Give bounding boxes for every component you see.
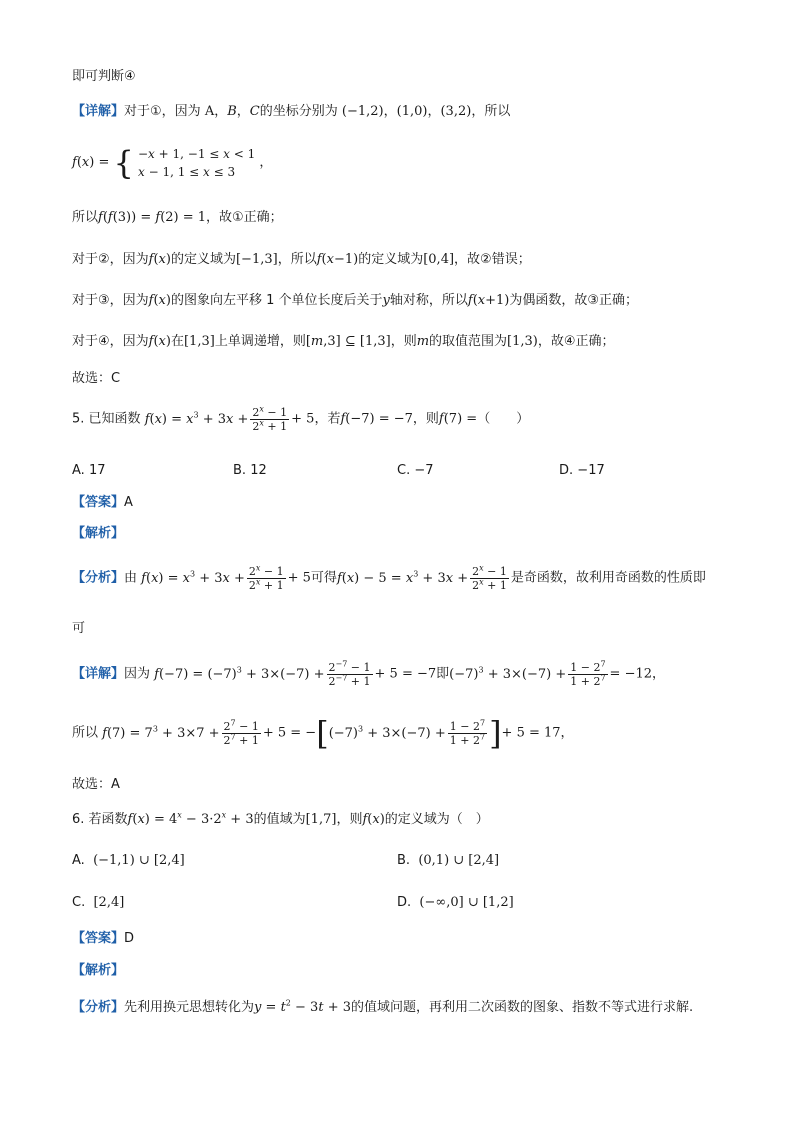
piecewise-formula: f(x) = { −x + 1, −1 ≤ x < 1 x − 1, 1 ≤ x ≤ 3 ， [72, 144, 273, 182]
q5-option-c: C. −7 [397, 463, 434, 478]
detail-line-4: 对于④，因为f(x)在[1,3]上单调递增，则[m,3] ⊆ [1,3]，则m的取值范围为[1,3)，故④正确； [72, 334, 615, 349]
analysis-5: 【解析】 [72, 526, 125, 541]
detail-line-1: 【详解】对于①，因为 A，B，C的坐标分别为 (−1,2)，(1,0)，(3,2)，所以 [72, 104, 511, 119]
analysis-line-6: 【分析】先利用换元思想转化为$y = t^2 - 3t + 3$的值域问题，再利用二次函数的图象、指数不等式进行求解. [72, 998, 694, 1015]
detail-line-2: 对于②，因为f(x)的定义域为[−1,3]，所以f(x−1)的定义域为[0,4]，故②错误； [72, 252, 531, 267]
choose-c: 故选：C [72, 371, 121, 386]
detail-line-3: 对于③，因为f(x)的图象向左平移 1 个单位长度后关于y轴对称，所以f(x+1)为偶函数，故③正确； [72, 293, 639, 308]
detail-5: 【详解】因为 $f(-7) = (-7)^3 + 3\times(-7)$ + $\frac{2^{-7} - 1}{2^{-7} + 1}$ + 5 = −7即$(-7)^3 + 3\times(-7)$ + $\frac{1 - 2^7}{1 + 2^7}$ = −12， [72, 659, 666, 688]
text-line: 即可判断④ [72, 69, 136, 84]
q5-option-d: D. −17 [559, 463, 605, 478]
answer-5: 【答案】A [72, 495, 133, 510]
detail-tag: 【详解】 [72, 104, 125, 119]
q5-option-a: A. 17 [72, 463, 106, 478]
q6-option-a: A. (−1,1) ∪ [2,4] [72, 853, 185, 868]
analysis-6: 【解析】 [72, 963, 125, 978]
detail-line-so: 所以f(f(3)) = f(2) = 1，故①正确； [72, 210, 283, 225]
question-6: 6. 若函数$f(x) = 4^x - 3\cdot 2^x + 3$的值域为[1,7]，则f(x)的定义域为（ ） [72, 810, 489, 827]
answer-6: 【答案】D [72, 931, 135, 946]
question-5: 5. 已知函数 $f(x) = x^3 + 3x$ + $\frac{2^x - 1}{2^x + 1}$ + 5，若f(−7) = −7，则f(7) =（ ） [72, 404, 530, 433]
q6-option-d: D. (−∞,0] ∪ [1,2] [397, 895, 514, 910]
q6-option-c: C. [2,4] [72, 895, 125, 910]
q5-option-b: B. 12 [233, 463, 267, 478]
detail-5-so: 所以 $f(7) = 7^3 + 3\times 7$ + $\frac{2^7 - 1}{2^7 + 1}$ + $5 = -[(-7)^3 + 3\times(-7)$ + $\frac{1 - 2^7}{1 + 2^7}$ ]+ 5 = 17， [72, 714, 574, 753]
analysis-line-5b: 可 [72, 621, 86, 636]
choose-a: 故选：A [72, 777, 120, 792]
q6-option-b: B. (0,1) ∪ [2,4] [397, 853, 500, 868]
analysis-line-5: 【分析】由 $f(x) = x^3 + 3x$ + $\frac{2^x - 1}{2^x + 1}$ + 5可得$f(x) - 5 = x^3 + 3x$ + $\frac{2^x - 1}{2^x + 1}$ 是奇函数，故利用奇函数的性质即 [72, 563, 706, 592]
